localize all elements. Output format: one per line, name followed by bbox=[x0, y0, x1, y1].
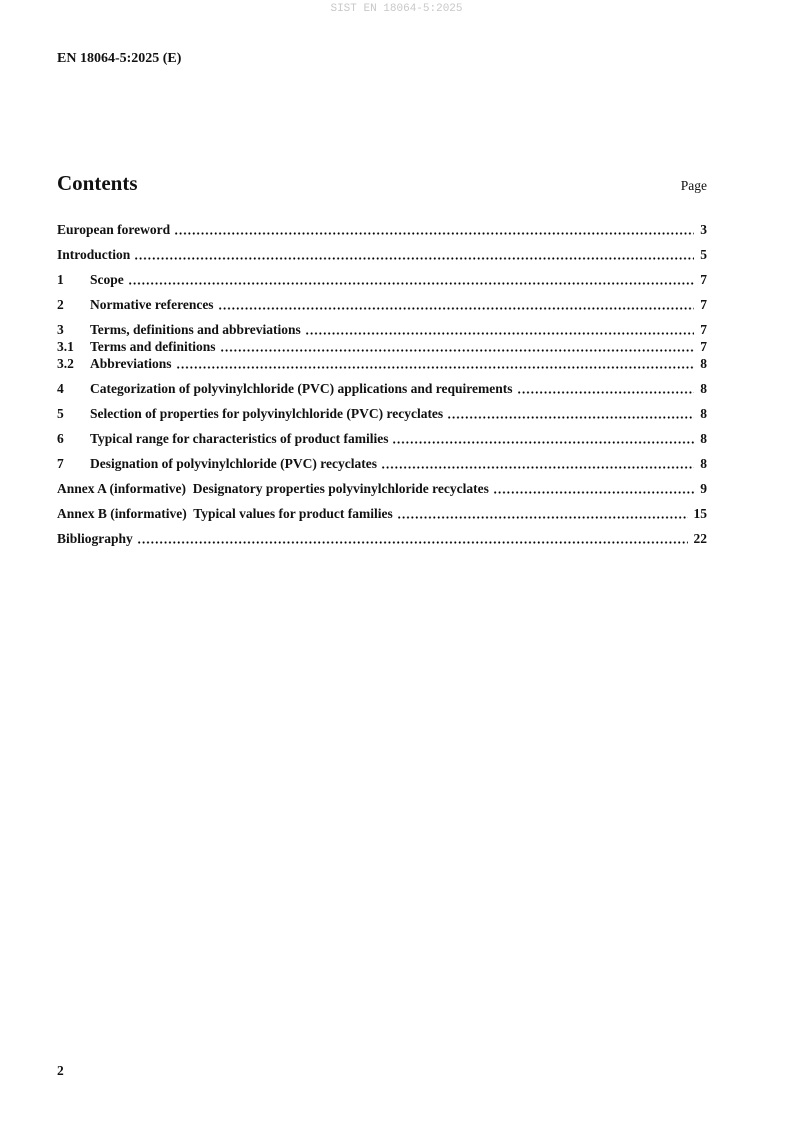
toc-entry-label: Terms and definitions bbox=[90, 339, 216, 354]
toc-entry-number: 4 bbox=[57, 381, 64, 396]
toc-entry-page: 8 bbox=[700, 431, 707, 446]
toc-entry bbox=[57, 355, 707, 372]
toc-entry-page: 3 bbox=[700, 222, 707, 237]
toc-dot-leader bbox=[218, 307, 695, 310]
toc-entry-label: Categorization of polyvinylchloride (PVC) applications and requirements bbox=[90, 381, 513, 396]
toc-entry-label: Bibliography bbox=[57, 531, 133, 546]
contents-header bbox=[57, 168, 707, 201]
toc-entry-number: 7 bbox=[57, 456, 64, 471]
toc-dot-leader bbox=[174, 232, 694, 235]
toc-entry bbox=[57, 271, 707, 288]
toc-entry-label: Normative references bbox=[90, 297, 214, 312]
toc-entry-label: Scope bbox=[90, 272, 124, 287]
toc-entry bbox=[57, 380, 707, 397]
page-content bbox=[0, 0, 793, 547]
toc-entry-page: 15 bbox=[693, 506, 707, 521]
toc-dot-leader bbox=[447, 416, 694, 419]
toc-dot-leader bbox=[392, 441, 694, 444]
toc-dot-leader bbox=[397, 516, 688, 519]
document-reference: EN 18064-5:2025 (E) bbox=[57, 51, 182, 66]
toc-entry-page: 7 bbox=[700, 339, 707, 354]
toc-dot-leader bbox=[134, 257, 694, 260]
toc-entry bbox=[57, 430, 707, 447]
toc-entry-number: 1 bbox=[57, 272, 64, 287]
toc-entry bbox=[57, 221, 707, 238]
toc-entry-label: European foreword bbox=[57, 222, 171, 237]
toc-entry-number: 3 bbox=[57, 322, 64, 337]
toc-dot-leader bbox=[517, 391, 695, 394]
toc-entry bbox=[57, 246, 707, 263]
toc-entry-page: 22 bbox=[693, 531, 707, 546]
toc-entry bbox=[57, 505, 707, 522]
toc-entry-label: Terms, definitions and abbreviations bbox=[90, 322, 301, 337]
toc-entry-page: 7 bbox=[700, 297, 707, 312]
toc-entry-page: 7 bbox=[700, 272, 707, 287]
toc-dot-leader bbox=[128, 282, 695, 285]
table-of-contents bbox=[57, 221, 707, 547]
toc-entry bbox=[57, 530, 707, 547]
document-watermark: SIST EN 18064-5:2025 bbox=[330, 3, 463, 15]
toc-entry-label: Designation of polyvinylchloride (PVC) recyclates bbox=[90, 456, 377, 471]
toc-entry bbox=[57, 480, 707, 497]
toc-entry-page: 8 bbox=[700, 356, 707, 371]
toc-entry bbox=[57, 321, 707, 338]
toc-entry bbox=[57, 296, 707, 313]
toc-dot-leader bbox=[220, 349, 695, 352]
toc-entry-page: 9 bbox=[700, 481, 707, 496]
toc-entry-label: Annex B (informative) Typical values for product families bbox=[57, 506, 393, 521]
toc-entry-number: 2 bbox=[57, 297, 64, 312]
toc-dot-leader bbox=[137, 541, 688, 544]
toc-entry bbox=[57, 455, 707, 472]
toc-dot-leader bbox=[176, 366, 695, 369]
toc-dot-leader bbox=[381, 466, 694, 469]
toc-entry-label: Abbreviations bbox=[90, 356, 172, 371]
toc-entry-page: 7 bbox=[700, 322, 707, 337]
footer-page-number: 2 bbox=[57, 1063, 64, 1078]
toc-entry-label: Typical range for characteristics of product families bbox=[90, 431, 389, 446]
toc-entry bbox=[57, 405, 707, 422]
toc-entry-number: 5 bbox=[57, 406, 64, 421]
toc-entry-number: 3.2 bbox=[57, 356, 74, 371]
toc-dot-leader bbox=[305, 332, 694, 335]
toc-entry-page: 8 bbox=[700, 456, 707, 471]
toc-entry-label: Selection of properties for polyvinylchloride (PVC) recyclates bbox=[90, 406, 444, 421]
toc-entry-label: Annex A (informative) Designatory properties polyvinylchloride recyclates bbox=[57, 481, 489, 496]
page-column-label: Page bbox=[680, 178, 707, 193]
toc-entry-page: 5 bbox=[700, 247, 707, 262]
toc-entry-page: 8 bbox=[700, 406, 707, 421]
toc-entry-page: 8 bbox=[700, 381, 707, 396]
toc-entry-number: 6 bbox=[57, 431, 64, 446]
toc-entry-label: Introduction bbox=[57, 247, 131, 262]
toc-entry bbox=[57, 338, 707, 355]
contents-title: Contents bbox=[57, 171, 138, 195]
toc-dot-leader bbox=[493, 491, 694, 494]
toc-entry-number: 3.1 bbox=[57, 339, 74, 354]
